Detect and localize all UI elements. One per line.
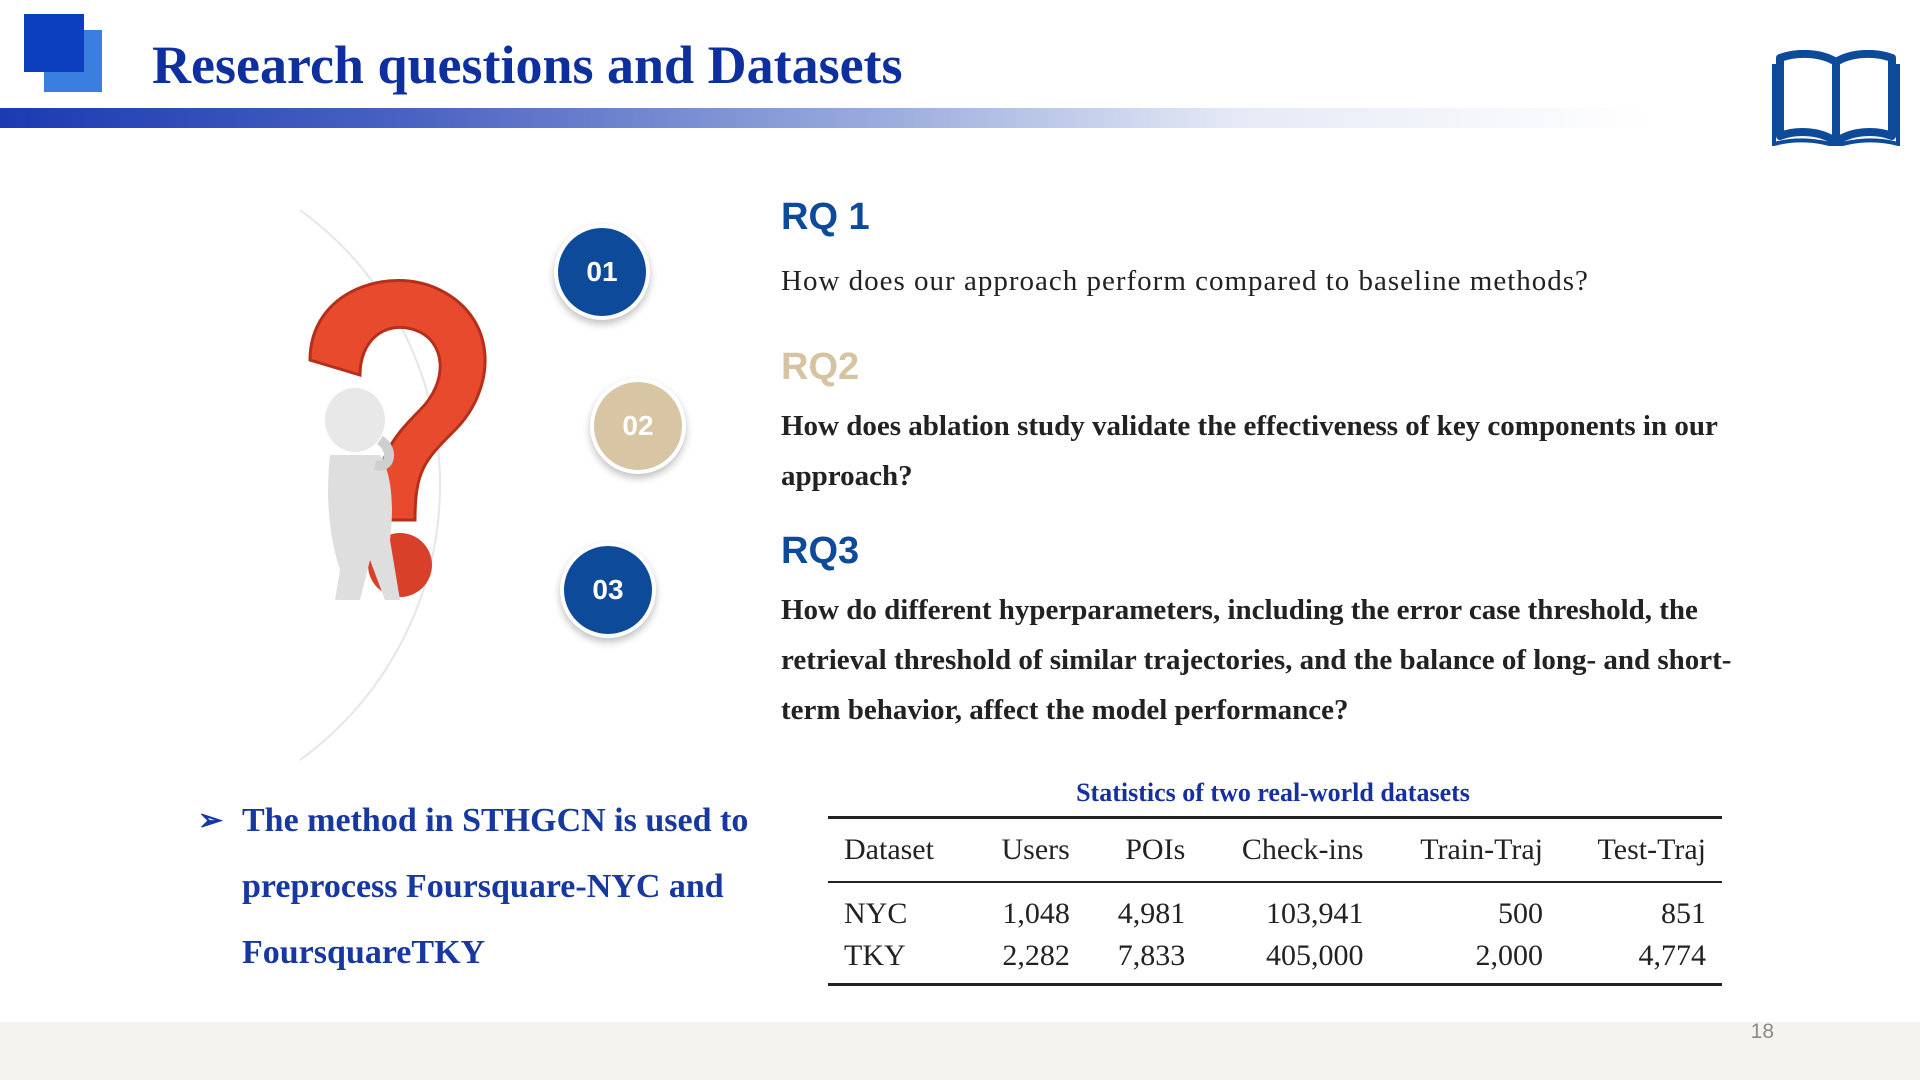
footer-bar [0, 1022, 1920, 1080]
table-cell: 851 [1661, 897, 1706, 930]
rq2-text: How does ablation study validate the effectiveness of key components in our approach? [781, 410, 1718, 492]
table-cell: 405,000 [1201, 935, 1379, 985]
rq2-heading: RQ2 [781, 346, 860, 388]
table-cell: 4,981 [1117, 897, 1186, 930]
step-circle-01: 01 [554, 224, 650, 320]
table-cell: 4,774 [1559, 935, 1722, 985]
rq3-text: How do different hyperparameters, including the error case threshold, the retrieval threshold of similar trajectories, and the balance of long- and short-term behavior, affect the model performance? [781, 594, 1732, 726]
table-cell: 103,941 [1265, 897, 1364, 930]
rq3-heading: RQ3 [781, 530, 860, 572]
bullet-text: The method in STHGCN is used to preprocess Foursquare-NYC and FoursquareTKY [242, 802, 749, 971]
col-header: Train-Traj [1379, 818, 1559, 883]
table-cell: 1,048 [1002, 897, 1070, 930]
step-circle-03: 03 [560, 542, 656, 638]
question-mark-person-icon [280, 270, 510, 620]
table-header-row [828, 818, 1722, 883]
col-header: Dataset [828, 818, 969, 883]
dataset-statistics-table [828, 816, 1722, 986]
arrow-bullet-icon: ➢ [198, 804, 224, 837]
table-cell: 2,000 [1379, 935, 1559, 985]
col-header: Check-ins [1201, 818, 1379, 883]
open-book-icon [1772, 50, 1900, 146]
table-row [828, 935, 1722, 985]
table-row [828, 882, 1722, 935]
table-cell: 7,833 [1086, 935, 1201, 985]
page-number: 18 [1750, 1020, 1774, 1043]
table-cell: 500 [1498, 897, 1544, 930]
rq1-text: How does our approach perform compared to baseline methods? [781, 265, 1589, 297]
bullet-note [198, 788, 798, 986]
col-header: Test-Traj [1559, 818, 1722, 883]
table-cell: TKY [828, 935, 969, 985]
col-header: POIs [1086, 818, 1201, 883]
slide-title: Research questions and Datasets [152, 35, 903, 95]
col-header: Users [969, 818, 1085, 883]
rq1-heading: RQ 1 [781, 196, 870, 238]
table-cell: 2,282 [969, 935, 1085, 985]
table-caption: Statistics of two real-world datasets [1076, 778, 1470, 807]
step-circle-02: 02 [590, 378, 686, 474]
table-cell: NYC [844, 897, 908, 930]
